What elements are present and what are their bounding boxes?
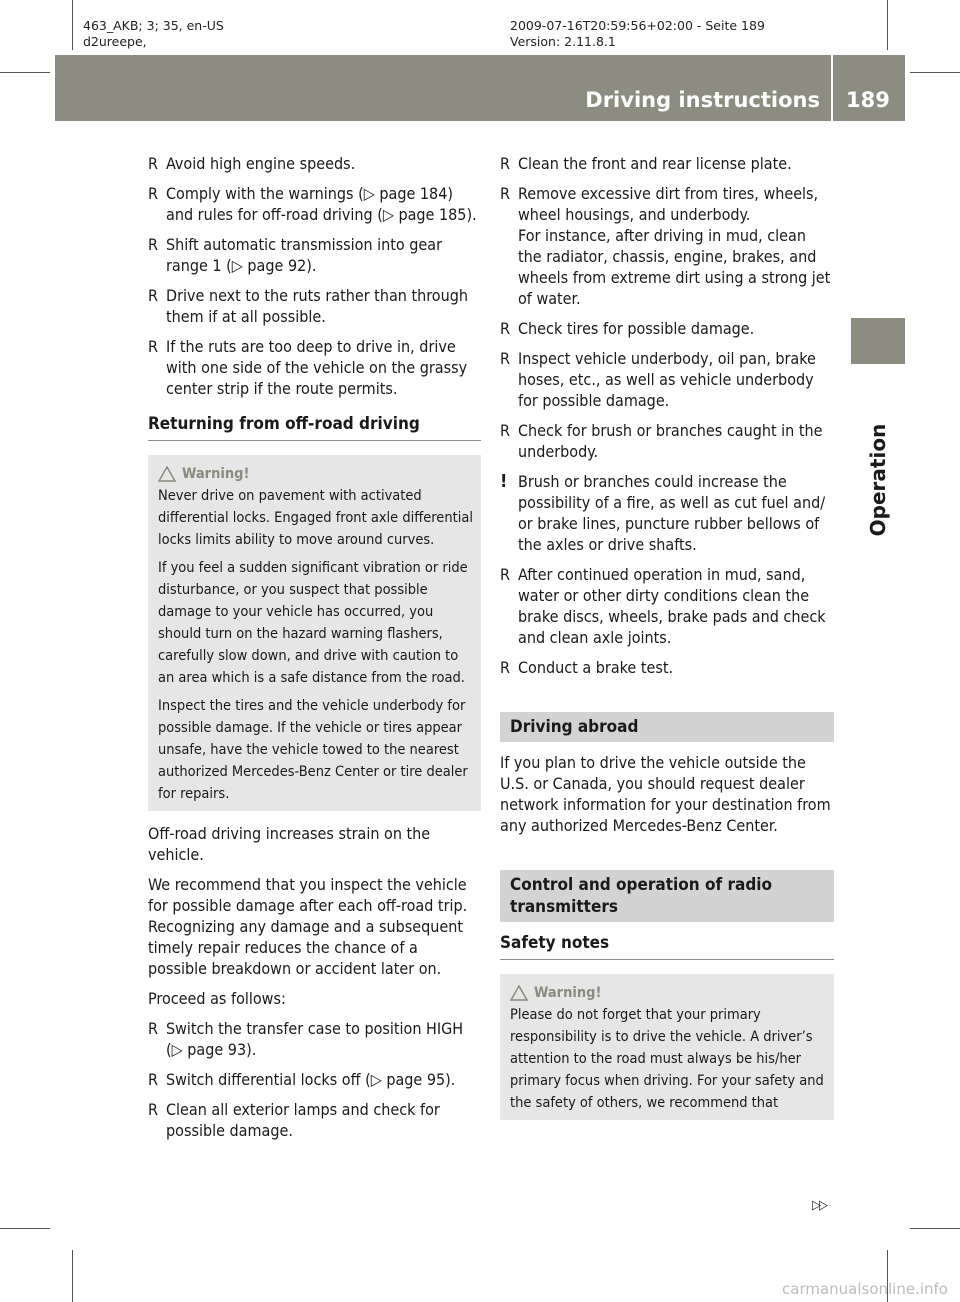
warning-triangle-icon (510, 985, 528, 1001)
left-column (148, 153, 481, 1150)
heading-radio-transmitters: Control and operation of radio transmitters (500, 870, 834, 922)
crop-mark (910, 72, 960, 73)
list-item: R Shift automatic transmission into gear range 1 (▷ page 92). (148, 235, 443, 275)
warning-box (500, 974, 834, 1120)
warning-text: If you feel a sudden significant vibration or ride disturbance, or you suspect that possible damage to your vehicle has occurred, you should turn on the hazard warning flashers, carefully slow down, and drive with caution to an area which is a safe distance from the road. (158, 560, 468, 686)
crop-mark (887, 0, 888, 50)
meta-right-line2: Version: 2.11.8.1 (510, 34, 616, 49)
crop-mark (72, 1250, 73, 1302)
list-item: R Remove excessive dirt from tires, wheels, wheel housings, and underbody. For instance, after driving in mud, clean the radiator, chassis, engine, brakes, and wheels from extreme dirt using a strong jet of water. (500, 184, 831, 308)
continue-arrow-icon: ▷▷ (812, 1198, 826, 1213)
print-meta-right (510, 18, 765, 50)
list-item: R Check for brush or branches caught in the underbody. (500, 421, 823, 461)
warning-text: Inspect the tires and the vehicle underbody for possible damage. If the vehicle or tires appear unsafe, have the vehicle towed to the nearest authorized Mercedes-Benz Center or tire dealer for repairs. (158, 698, 468, 802)
section-label: Operation (866, 423, 890, 537)
list-item: R Drive next to the ruts rather than through them if at all possible. (148, 286, 468, 326)
list-item: R Avoid high engine speeds. (148, 154, 356, 173)
meta-left-line2: d2ureepe, (83, 34, 147, 49)
list-item: R Inspect vehicle underbody, oil pan, brake hoses, etc., as well as vehicle underbody for possible damage. (500, 349, 816, 410)
crop-mark (0, 72, 50, 73)
print-meta-left (83, 18, 224, 50)
warning-box (148, 455, 481, 811)
heading-driving-abroad: Driving abroad (500, 712, 834, 742)
header-divider (831, 55, 833, 121)
section-heading-returning: Returning from off-road driving (148, 413, 481, 441)
list-item: R Switch differential locks off (▷ page 95). (148, 1070, 456, 1089)
warning-title: Warning! (158, 463, 473, 485)
warning-text: Please do not forget that your primary responsibility is to drive the vehicle. A driver’s attention to the road must always be his/her primary focus when driving. For your safety and the safety of others, we recommend that (510, 1007, 824, 1111)
warning-text: Never drive on pavement with activated differential locks. Engaged front axle differential locks limits ability to move around curves. (158, 488, 473, 548)
list-item: R Switch the transfer case to position HIGH (▷ page 93). (148, 1019, 464, 1059)
crop-mark (72, 0, 73, 50)
right-column (500, 153, 834, 1132)
paragraph: Off-road driving increases strain on the vehicle. (148, 824, 431, 864)
meta-right-line1: 2009-07-16T20:59:56+02:00 - Seite 189 (510, 18, 765, 33)
paragraph: If you plan to drive the vehicle outside the U.S. or Canada, you should request dealer network information for your destination from any authorized Mercedes-Benz Center. (500, 753, 831, 835)
list-item: R Conduct a brake test. (500, 658, 674, 677)
paragraph: We recommend that you inspect the vehicle for possible damage after each off-road trip. Recognizing any damage and a subsequent timely repair reduces the chance of a possible breakdown or accident later on. (148, 875, 468, 978)
section-tab (851, 318, 905, 364)
list-item: R Check tires for possible damage. (500, 319, 755, 338)
exclamation-icon: ! (500, 471, 508, 492)
warning-title: Warning! (510, 982, 826, 1004)
crop-mark (910, 1228, 960, 1229)
caution-note: ! Brush or branches could increase the possibility of a fire, as well as cut fuel and/ or brake lines, puncture rubber bellows of the axles or drive shafts. (500, 471, 826, 554)
page-number: 189 (846, 88, 890, 112)
paragraph: Proceed as follows: (148, 989, 286, 1008)
warning-triangle-icon (158, 466, 176, 482)
page-title: Driving instructions (585, 88, 820, 112)
list-item: R Clean all exterior lamps and check for possible damage. (148, 1100, 440, 1140)
list-item: R If the ruts are too deep to drive in, drive with one side of the vehicle on the grassy center strip if the route permits. (148, 337, 468, 398)
crop-mark (0, 1228, 50, 1229)
list-item: R Clean the front and rear license plate. (500, 154, 792, 173)
list-item: R Comply with the warnings (▷ page 184) and rules for off-road driving (▷ page 185). (148, 184, 477, 224)
section-heading-safety: Safety notes (500, 932, 834, 960)
meta-left-line1: 463_AKB; 3; 35, en-US (83, 18, 224, 33)
list-item: R After continued operation in mud, sand, water or other dirty conditions clean the brake discs, wheels, brake pads and check and clean axle joints. (500, 565, 826, 647)
watermark: carmanualsonline.info (782, 1280, 948, 1298)
